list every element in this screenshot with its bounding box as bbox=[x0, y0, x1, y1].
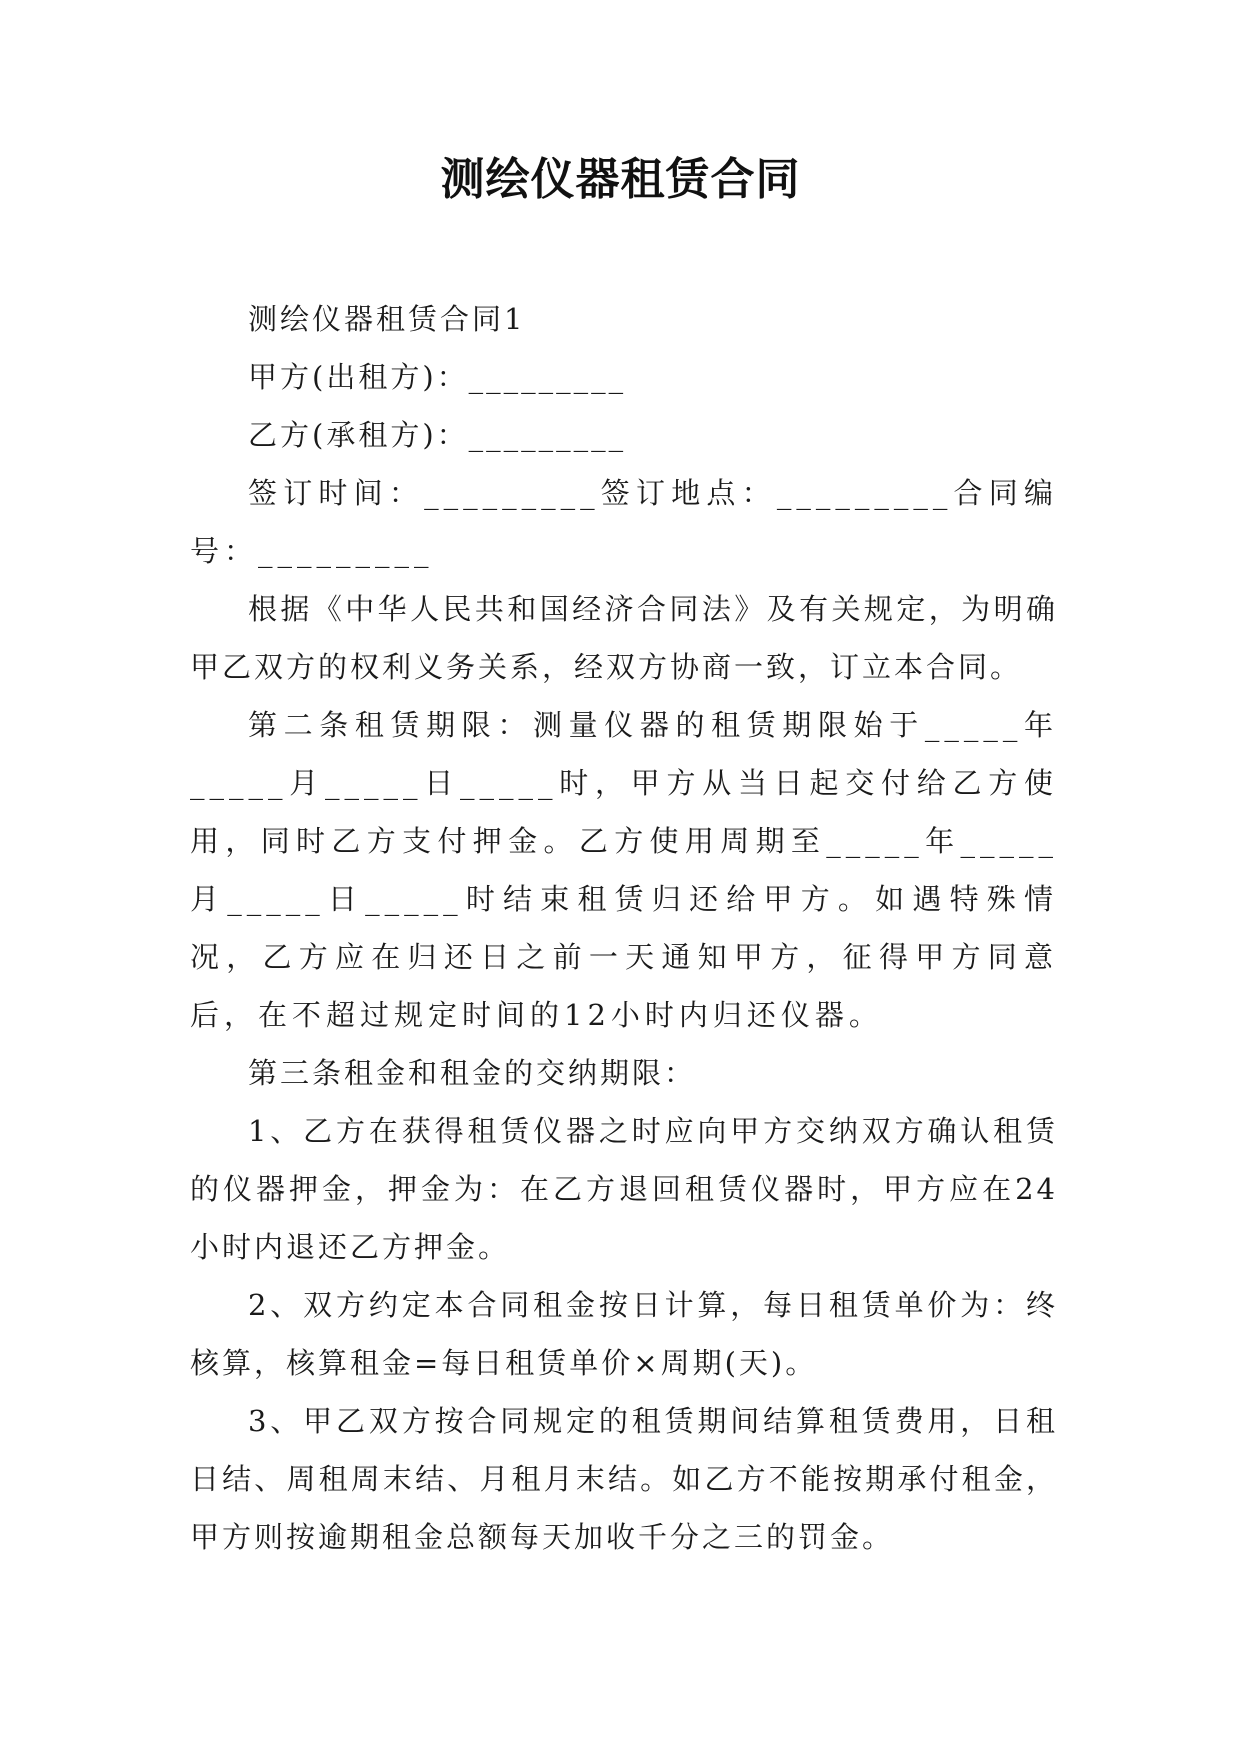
party-b-line: 乙方(承租方)：_________ bbox=[248, 418, 627, 452]
article-3-item-2: 2、双方约定本合同租金按日计算，每日租赁单价为：终核算，核算租金=每日租赁单价×周期(天)。 bbox=[190, 1288, 1058, 1380]
document-body bbox=[190, 290, 1058, 1566]
document-title: 测绘仪器租赁合同 bbox=[440, 154, 801, 205]
article-3-heading: 第三条租金和租金的交纳期限： bbox=[248, 1056, 697, 1090]
article-3-item-1: 1、乙方在获得租赁仪器之时应向甲方交纳双方确认租赁的仪器押金，押金为：在乙方退回租赁仪器时，甲方应在24小时内退还乙方押金。 bbox=[190, 1114, 1058, 1264]
contract-subtitle: 测绘仪器租赁合同1 bbox=[248, 302, 526, 336]
party-a-line: 甲方(出租方)：_________ bbox=[248, 360, 627, 394]
preamble-paragraph: 根据《中华人民共和国经济合同法》及有关规定，为明确甲乙双方的权利义务关系，经双方协商一致，订立本合同。 bbox=[190, 592, 1058, 684]
article-3-item-3: 3、甲乙双方按合同规定的租赁期间结算租赁费用，日租日结、周租周末结、月租月末结。如乙方不能按期承付租金，甲方则按逾期租金总额每天加收千分之三的罚金。 bbox=[190, 1404, 1058, 1554]
article-2-paragraph: 第二条租赁期限：测量仪器的租赁期限始于_____年_____月_____日_____时，甲方从当日起交付给乙方使用，同时乙方支付押金。乙方使用周期至_____年_____月_____日_____时结束租赁归还给甲方。如遇特殊情况，乙方应在归还日之前一天通知甲方，征得甲方同意后，在不超过规定时间的12小时内归还仪器。 bbox=[190, 708, 1058, 1032]
signing-info-line: 签订时间：_________签订地点：_________合同编号：_________ bbox=[190, 476, 1058, 568]
